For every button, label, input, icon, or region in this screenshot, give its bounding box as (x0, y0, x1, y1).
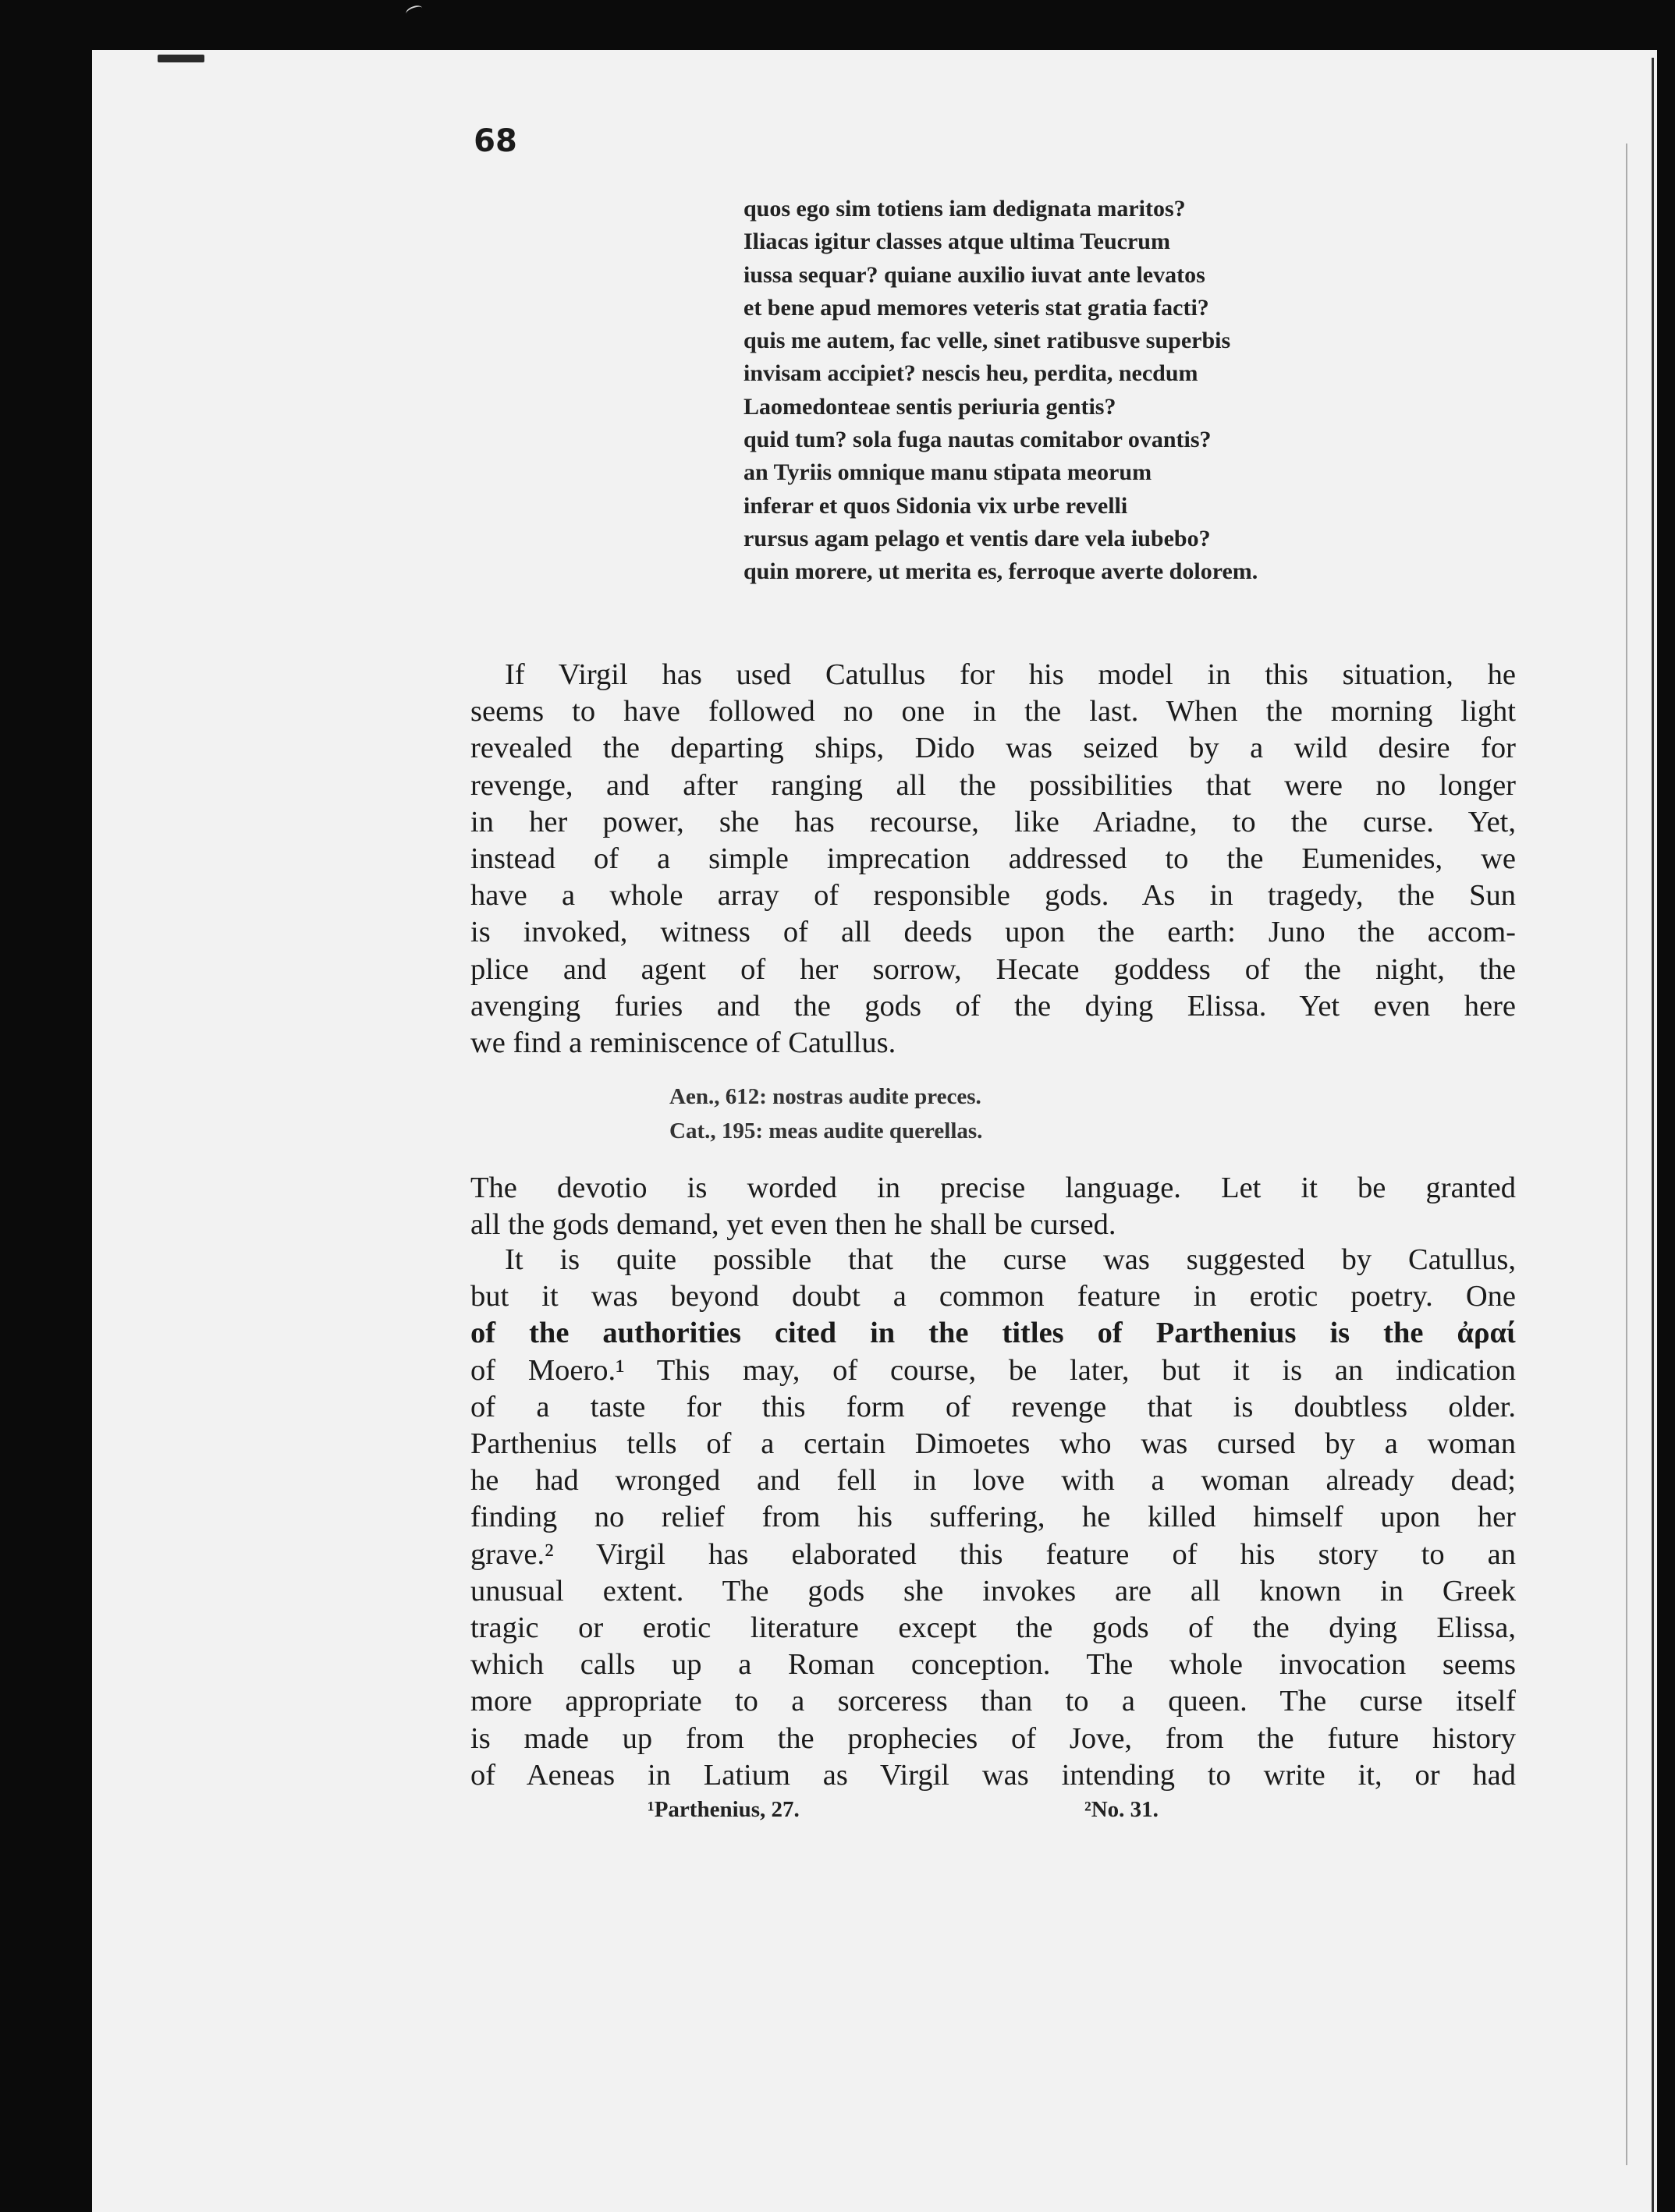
text-line: but it was beyond doubt a common feature in erotic poetry. One (470, 1280, 1516, 1313)
poem-line: invisam accipiet? nescis heu, perdita, necdum (743, 360, 1198, 387)
paragraph (470, 1242, 1516, 1794)
text-line: he had wronged and fell in love with a woman already dead; (470, 1464, 1516, 1498)
poem-line: inferar et quos Sidonia vix urbe revelli (743, 492, 1128, 519)
text-line: avenging furies and the gods of the dying Elissa. Yet even here (470, 989, 1516, 1023)
text-line: all the gods demand, yet even then he shall be cursed. (470, 1208, 1116, 1242)
text-line: instead of a simple imprecation addressed to the Eumenides, we (470, 842, 1516, 876)
text-line: we find a reminiscence of Catullus. (470, 1026, 896, 1060)
text-line: more appropriate to a sorceress than to a queen. The curse itself (470, 1685, 1516, 1718)
poem-line: quos ego sim totiens iam dedignata maritos? (743, 196, 1186, 222)
text-line: tragic or erotic literature except the gods of the dying Elissa, (470, 1611, 1516, 1645)
poem-line: rursus agam pelago et ventis dare vela iubebo? (743, 525, 1211, 551)
poem-line: iussa sequar? quiane auxilio iuvat ante levatos (743, 261, 1205, 288)
scan-artifact (405, 4, 424, 19)
text-line: of Aeneas in Latium as Virgil was intending to write it, or had (470, 1758, 1516, 1792)
text-line: have a whole array of responsible gods. As in tragedy, the Sun (470, 879, 1516, 913)
text-line: It is quite possible that the curse was suggested by Catullus, (505, 1243, 1516, 1276)
text-line: Parthenius tells of a certain Dimoetes who was cursed by a woman (470, 1427, 1516, 1461)
footnote: ¹Parthenius, 27. (648, 1797, 800, 1822)
paragraph (470, 657, 1516, 1062)
text-line: of the authorities cited in the titles of Parthenius is the ἀραί (470, 1317, 1516, 1350)
poem-line: quid tum? sola fuga nautas comitabor ovantis? (743, 427, 1212, 453)
text-line: finding no relief from his suffering, he killed himself upon her (470, 1501, 1516, 1534)
text-line: is invoked, witness of all deeds upon the earth: Juno the accom- (470, 916, 1516, 949)
text-line: unusual extent. The gods she invokes are all known in Greek (470, 1574, 1516, 1608)
poem-line: Laomedonteae sentis periuria gentis? (743, 393, 1116, 420)
page-edge (1626, 144, 1627, 2165)
text-line: revealed the departing ships, Dido was seized by a wild desire for (470, 732, 1516, 765)
text-line: is made up from the prophecies of Jove, from the future history (470, 1721, 1516, 1755)
page-edge (1652, 58, 1654, 2212)
citation: Cat., 195: meas audite querellas. (669, 1118, 983, 1143)
poem-line: et bene apud memores veteris stat gratia facti? (743, 294, 1209, 321)
latin-quotation (743, 193, 1446, 589)
citation: Aen., 612: nostras audite preces. (669, 1084, 981, 1109)
page-number: 68 (474, 123, 517, 159)
scan-artifact (158, 55, 204, 62)
text-line: plice and agent of her sorrow, Hecate goddess of the night, the (470, 952, 1516, 986)
poem-line: quin morere, ut merita es, ferroque averte dolorem. (743, 558, 1258, 585)
text-line: If Virgil has used Catullus for his model in this situation, he (505, 658, 1516, 691)
poem-line: Iliacas igitur classes atque ultima Teucrum (743, 229, 1170, 255)
text-line: revenge, and after ranging all the possibilities that were no longer (470, 768, 1516, 802)
text-line: The devotio is worded in precise language. Let it be granted (470, 1172, 1516, 1204)
poem-line: an Tyriis omnique manu stipata meorum (743, 459, 1152, 486)
text-line: of Moero.¹ This may, of course, be later, but it is an indication (470, 1353, 1516, 1387)
citations (669, 1079, 982, 1148)
text-line: which calls up a Roman conception. The whole invocation seems (470, 1648, 1516, 1682)
footnote: ²No. 31. (1084, 1797, 1159, 1822)
text-line: of a taste for this form of revenge that is doubtless older. (470, 1390, 1516, 1423)
paragraph (470, 1170, 1516, 1243)
poem-line: quis me autem, fac velle, sinet ratibusve superbis (743, 328, 1231, 354)
text-line: seems to have followed no one in the last. When the morning light (470, 695, 1516, 728)
text-line: grave.² Virgil has elaborated this feature of his story to an (470, 1537, 1516, 1571)
text-line: in her power, she has recourse, like Ariadne, to the curse. Yet, (470, 805, 1516, 838)
